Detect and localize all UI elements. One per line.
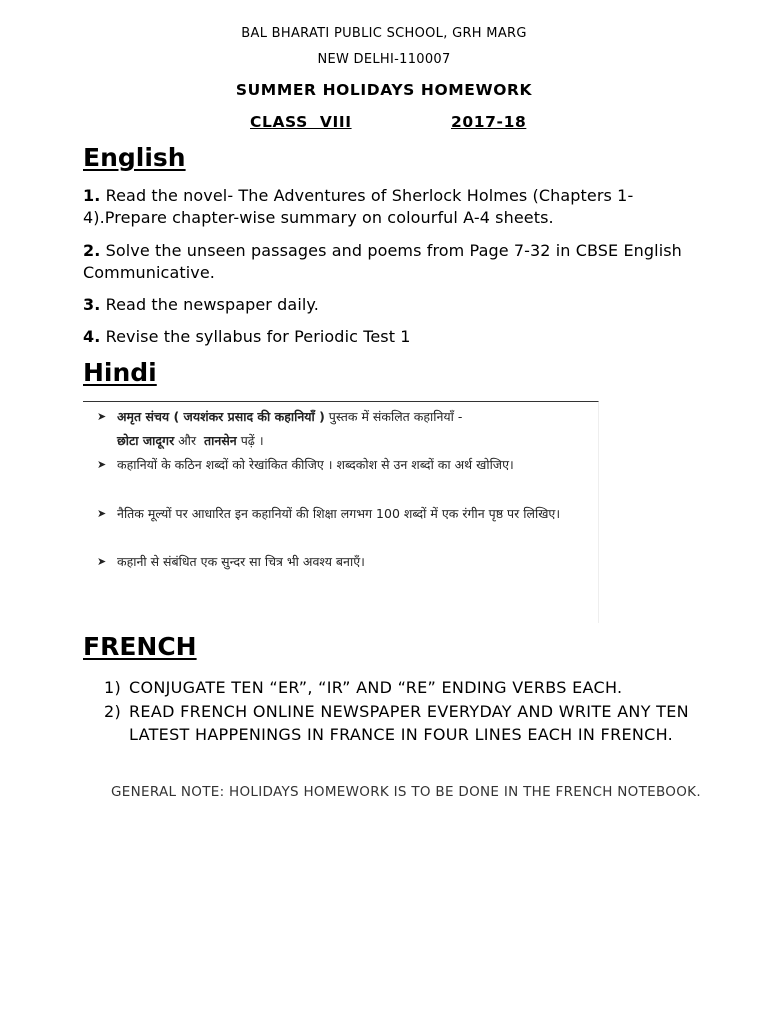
page-title: SUMMER HOLIDAYS HOMEWORK (235, 81, 533, 99)
hindi-item (97, 453, 587, 477)
arrow-bullet-icon: ➤ (97, 555, 107, 568)
hindi-item (97, 405, 587, 453)
item-text: पढ़ें । (236, 433, 264, 448)
item-number: 1. (83, 186, 101, 205)
school-name: BAL BHARATI PUBLIC SCHOOL, GRH MARG (241, 26, 527, 41)
french-item (104, 700, 714, 747)
item-text: CONJUGATE TEN “ER”, “IR” AND “RE” ENDING VERBS EACH. (129, 678, 623, 697)
item-text: कहानियों के कठिन शब्दों को रेखांकित कीजिए । शब्दकोश से उन शब्दों का अर्थ खोजिए। (117, 457, 514, 472)
hindi-homework-box (83, 401, 599, 623)
item-text: और (174, 433, 205, 448)
item-text: Read the novel- The Adventures of Sherlock Holmes (Chapters 1-4).Prepare chapter-wise summary on colourful A-4 sheets. (83, 186, 634, 227)
item-number: 2. (83, 241, 101, 260)
hindi-heading: Hindi (83, 358, 157, 387)
year-label: 2017-18 (451, 113, 527, 131)
arrow-bullet-icon: ➤ (97, 458, 107, 471)
general-note: GENERAL NOTE: HOLIDAYS HOMEWORK IS TO BE DONE IN THE FRENCH NOTEBOOK. (111, 784, 701, 800)
english-item (83, 294, 703, 316)
item-number: 1) (104, 678, 122, 697)
french-item (104, 676, 714, 700)
arrow-bullet-icon: ➤ (97, 410, 107, 423)
hindi-item (97, 550, 587, 574)
hindi-item (97, 502, 587, 526)
story-title: तानसेन (204, 433, 237, 448)
english-item (83, 240, 703, 284)
book-title: अमृत संचय ( जयशंकर प्रसाद की कहानियाँ ) (117, 409, 325, 424)
item-number: 2) (104, 701, 122, 721)
item-text: नैतिक मूल्यों पर आधारित इन कहानियों की शिक्षा लगभग 100 शब्दों में एक रंगीन पृष्ठ पर लिखिए। (117, 506, 561, 521)
class-label: CLASS VIII (250, 113, 352, 131)
french-list (104, 676, 714, 747)
english-heading: English (83, 143, 186, 172)
item-text: Revise the syllabus for Periodic Test 1 (100, 327, 411, 346)
item-text: Solve the unseen passages and poems from Page 7-32 in CBSE English Communicative. (83, 241, 682, 282)
item-number: 4. (83, 327, 101, 346)
story-title: छोटा जादूगर (117, 433, 175, 448)
school-address: NEW DELHI-110007 (317, 52, 451, 67)
item-text: कहानी से संबंधित एक सुन्दर सा चित्र भी अवश्य बनाएँ। (117, 554, 365, 569)
french-heading: FRENCH (83, 632, 197, 661)
english-item (83, 185, 703, 229)
item-text: READ FRENCH ONLINE NEWSPAPER EVERYDAY AND WRITE ANY TEN LATEST HAPPENINGS IN FRANCE IN FOUR LINES EACH IN FRENCH. (129, 701, 689, 744)
item-text: Read the newspaper daily. (100, 295, 319, 314)
item-number: 3. (83, 295, 101, 314)
item-text: पुस्तक में संकलित कहानियाँ - (324, 409, 463, 424)
arrow-bullet-icon: ➤ (97, 507, 107, 520)
english-item (83, 326, 703, 348)
